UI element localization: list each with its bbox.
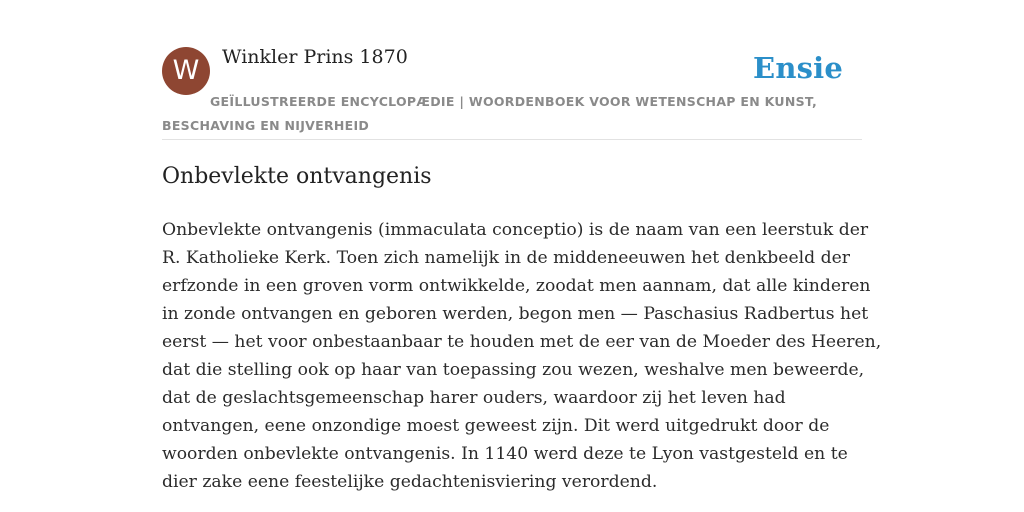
article-headword: Onbevlekte ontvangenis	[162, 164, 432, 189]
body-line: dat die stelling ook op haar van toepassing zou wezen, weshalve men beweerde,	[162, 360, 865, 380]
header-divider	[162, 139, 862, 140]
source-title-link[interactable]: Winkler Prins 1870	[222, 46, 408, 68]
body-line: in zonde ontvangen en geboren werden, begon men — Paschasius Radbertus het	[162, 304, 869, 324]
body-line: Onbevlekte ontvangenis (immaculata conceptio) is de naam van een leerstuk der	[162, 220, 869, 240]
body-line: eerst — het voor onbestaanbaar te houden met de eer van de Moeder des Heeren,	[162, 332, 882, 352]
body-line: dier zake eene feestelijke gedachtenisviering verordend.	[162, 472, 658, 492]
body-line: woorden onbevlekte ontvangenis. In 1140 werd deze te Lyon vastgesteld en te	[162, 444, 848, 464]
source-subtitle: GEÏLLUSTREERDE ENCYCLOPÆDIE | WOORDENBOEK VOOR WETENSCHAP EN KUNST, BESCHAVING EN NIJVERHEID	[162, 94, 818, 133]
ensie-logo[interactable]: Ensie	[753, 51, 843, 85]
body-line: dat de geslachtsgemeenschap harer ouders, waardoor zij het leven had	[162, 388, 786, 408]
body-line: ontvangen, eene onzondige moest geweest zijn. Dit werd uitgedrukt door de	[162, 416, 830, 436]
article-body	[162, 216, 882, 496]
body-line: erfzonde in een groven vorm ontwikkelde, zoodat men aannam, dat alle kinderen	[162, 276, 871, 296]
source-avatar[interactable]: W	[162, 47, 210, 95]
body-line: R. Katholieke Kerk. Toen zich namelijk in de middeneeuwen het denkbeeld der	[162, 248, 850, 268]
